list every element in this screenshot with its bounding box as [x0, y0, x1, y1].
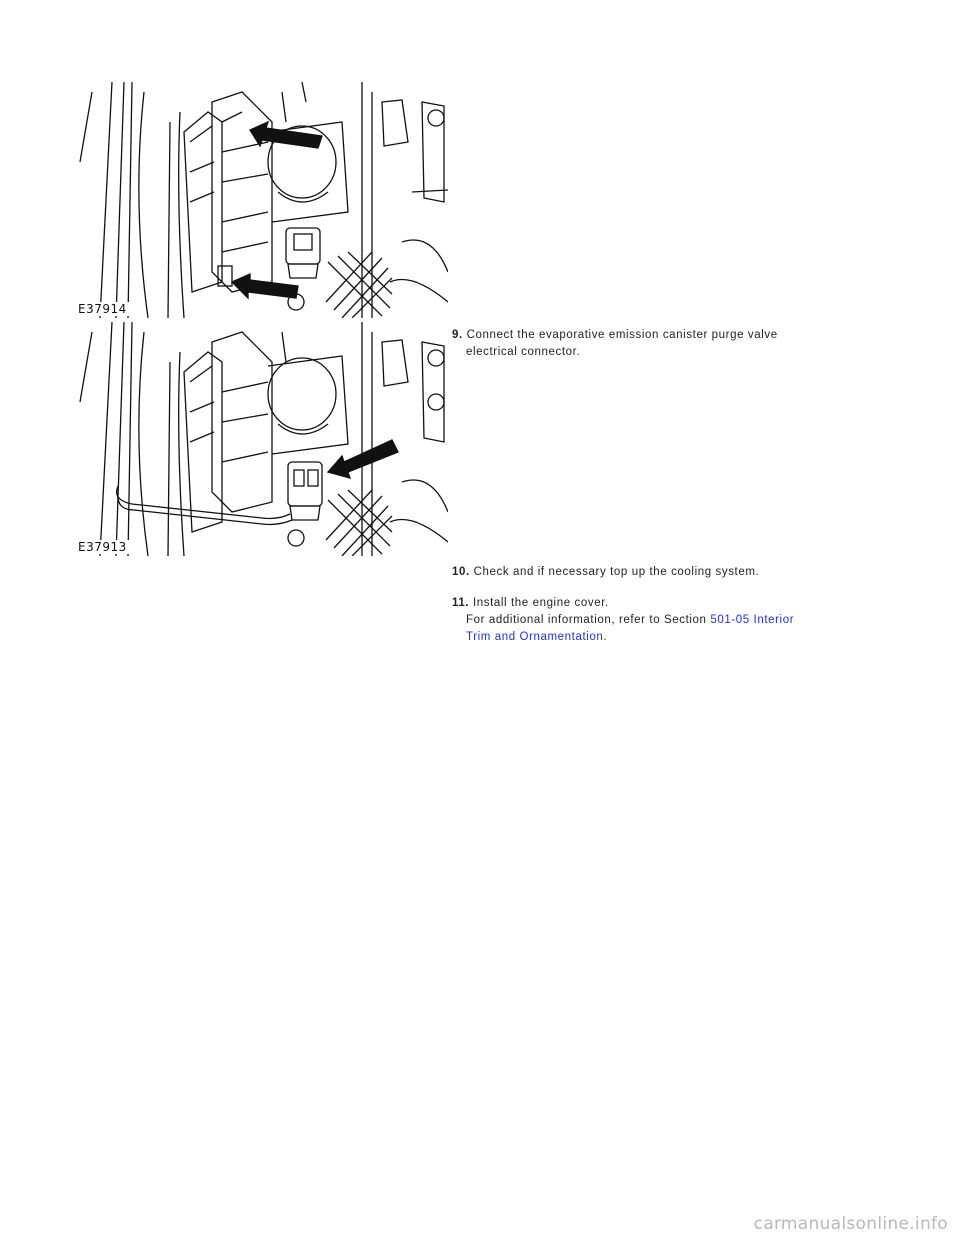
- section-link-part1[interactable]: 501-05 Interior: [710, 614, 795, 626]
- step-9: [452, 327, 872, 361]
- step-text: Check and if necessary top up the cooling system.: [473, 566, 760, 578]
- step-number: 10.: [452, 566, 470, 578]
- step-text-continued: [452, 612, 872, 646]
- step-text: Connect the evaporative emission canister purge valve: [466, 329, 778, 341]
- step-10: [452, 564, 872, 581]
- reference-suffix: .: [603, 631, 608, 643]
- watermark: carmanualsonline.info: [753, 1214, 948, 1234]
- step-number: 11.: [452, 597, 470, 609]
- step-text-continued: electrical connector.: [466, 346, 581, 358]
- engine-connector-install-illustration: [72, 322, 448, 556]
- figure-e37913: [72, 322, 448, 556]
- step-number: 9.: [452, 329, 463, 341]
- step-text: Install the engine cover.: [472, 597, 609, 609]
- engine-connector-removal-illustration: [72, 82, 448, 318]
- reference-prefix: For additional information, refer to Section: [466, 614, 711, 626]
- section-link-part2[interactable]: Trim and Ornamentation: [466, 631, 604, 643]
- step-11: [452, 595, 872, 646]
- figure-e37914: [72, 82, 448, 318]
- figure-label: E37913: [78, 540, 127, 554]
- figure-label: E37914: [78, 302, 127, 316]
